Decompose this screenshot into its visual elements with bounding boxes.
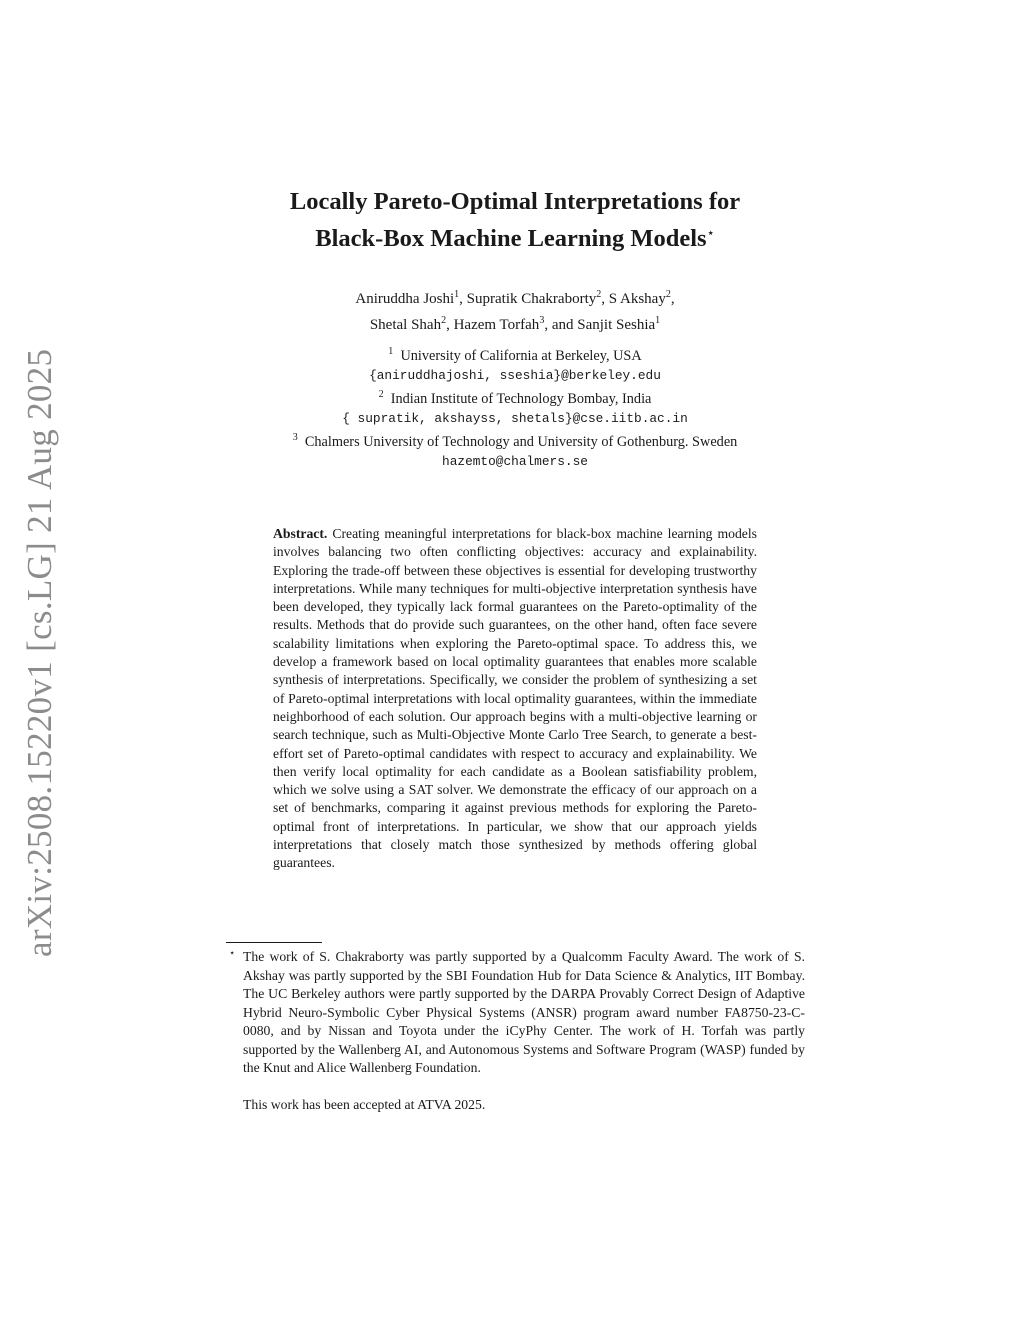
affiliation-email: {aniruddhajoshi, sseshia}@berkeley.edu [369, 367, 661, 383]
title-line-2 [215, 217, 815, 254]
author-affiliation-mark: 1 [454, 289, 460, 300]
author-affiliation-mark: 1 [655, 315, 661, 326]
author-name: Sanjit Seshia [577, 317, 656, 333]
affiliation-number: 2 [378, 389, 384, 401]
affiliation-number: 1 [388, 346, 394, 357]
funding-footnote: The work of S. Chakraborty was partly supported by a Qualcomm Faculty Award. The work of S. Akshay was partly supported by the SBI Foundation Hub for Data Science & Analytics, IIT Bombay. The UC Berkeley authors were partly supported by the DARPA Provably Correct Design of Adaptive Hybrid Neuro-Symbolic Cyber Physical Systems (ANSR) program award number FA8750-23-C-0080, and by Nissan and Toyota under the iCyPhy Center. The work of H. Torfah was partly supported by the Wallenberg AI, and Autonomous Systems and Software Program (WASP) funded by the Knut and Alice Wallenberg Foundation. [243, 949, 805, 1075]
affiliation-name: University of California at Berkeley, USA [400, 347, 642, 364]
affiliation-name: Indian Institute of Technology Bombay, India [390, 390, 652, 407]
abstract-label: Abstract. [273, 526, 328, 541]
paper-title [215, 186, 815, 254]
affiliation-2 [215, 385, 815, 409]
footnote-marker: ⋆ [229, 948, 236, 959]
affiliation-email: hazemto@chalmers.se [442, 454, 588, 470]
author-name: Shetal Shah [369, 317, 442, 333]
abstract-text: Creating meaningful interpretations for black-box machine learning models involves balancing two often conflicting objectives: accuracy and explainability. Exploring the trade-off between these objectives is essential for developing trustworthy interpretations. While many techniques for multi-objective interpretation synthesis have been developed, they typically lack formal guarantees on the Pareto-optimality of the results. Methods that do provide such guarantees, on the other hand, often face severe scalability limitations when exploring the Pareto-optimal space. To address this, we develop a framework based on local optimality guarantees that enables more scalable synthesis of interpretations. Specifically, we consider the problem of synthesizing a set of Pareto-optimal interpretations with local optimality guarantees, within the immediate neighborhood of each solution. Our approach begins with a multi-objective learning or search technique, such as Multi-Objective Monte Carlo Tree Search, to generate a best-effort set of Pareto-optimal candidates with respect to accuracy and explainability. We then verify local optimality for each candidate as a Boolean satisfiability problem, which we solve using a SAT solver. We demonstrate the efficacy of our approach on a set of benchmarks, comparing it against previous methods for exploring the Pareto-optimal front of interpretations. In particular, we show that our approach yields interpretations that closely match those synthesized by methods offering global guarantees. [273, 526, 758, 871]
author-name: Supratik Chakraborty [466, 291, 597, 307]
affiliation-1 [215, 342, 815, 366]
author-affiliation-mark: 3 [539, 315, 545, 326]
author-line-1: Aniruddha Joshi$^1$, Supratik Chakraborty$^2$, S Akshay$^2$, [355, 289, 675, 307]
affiliation-name: Chalmers University of Technology and University of Gothenburg. Sweden [304, 434, 738, 451]
footnote-divider [226, 942, 322, 943]
author-affiliation-mark: 2 [596, 289, 602, 300]
author-list [215, 284, 815, 336]
author-affiliation-mark: 2 [665, 289, 671, 300]
author-line-2: Shetal Shah$^2$, Hazem Torfah$^3$, and Sanjit Seshia$^1$ [369, 315, 661, 333]
acceptance-note: This work has been accepted at ATVA 2025. [243, 1097, 486, 1112]
author-name: Aniruddha Joshi [355, 291, 455, 307]
affiliation-email: { supratik, akshayss, shetals}@cse.iitb.ac.in [342, 411, 688, 427]
title-footnote-marker: ⋆ [706, 225, 715, 240]
author-name: Hazem Torfah [453, 317, 540, 333]
title-line-1: Locally Pareto-Optimal Interpretations for [289, 188, 741, 215]
affiliation-list [215, 342, 815, 472]
affiliation-number: 3 [292, 432, 298, 444]
author-affiliation-mark: 2 [441, 315, 447, 326]
arxiv-identifier: arXiv:2508.15220v1 [cs.LG] 21 Aug 2025 [20, 348, 59, 957]
title-line-2-text: Black-Box Machine Learning Models [315, 225, 707, 253]
affiliation-3 [215, 428, 815, 452]
author-name: S Akshay [608, 291, 666, 307]
abstract [273, 525, 757, 873]
